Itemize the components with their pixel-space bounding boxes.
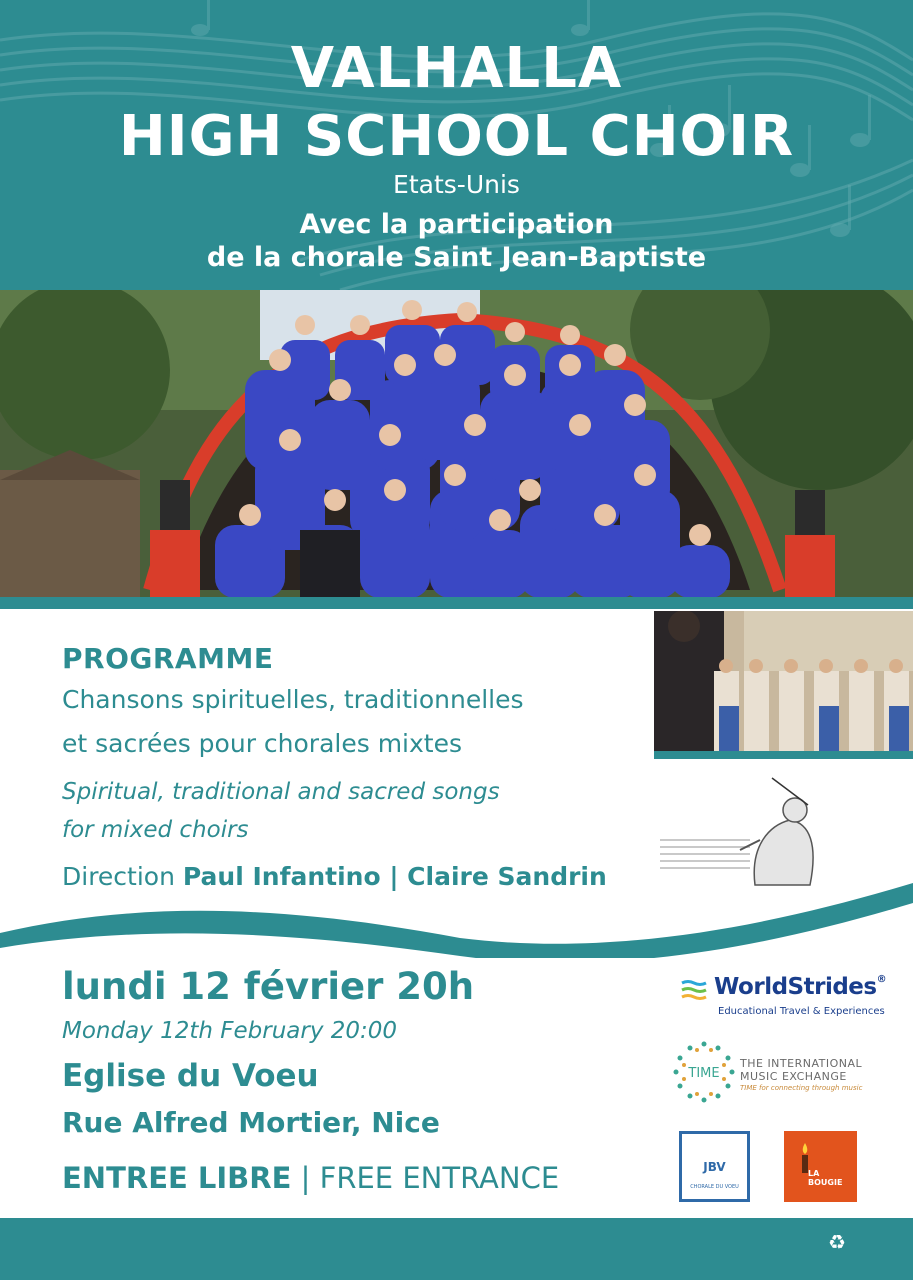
footer-band [0,1218,913,1280]
wave-divider [0,878,913,958]
entry-separator: | [291,1161,320,1195]
entry-en: FREE ENTRANCE [319,1161,560,1195]
entry-info [62,1161,559,1195]
la-bougie-text: LA BOUGIE [808,1169,843,1187]
header-banner [0,0,913,290]
photo-divider-band [0,597,913,609]
programme-fr-line2: et sacrées pour chorales mixtes [62,729,462,758]
country-label: Etats-Unis [393,170,520,199]
participation-line2: de la chorale Saint Jean-Baptiste [206,242,707,273]
programme-fr-line1: Chansons spirituelles, traditionnelles [62,685,524,714]
time-name-line1: THE INTERNATIONAL [740,1057,863,1070]
entry-fr: ENTREE LIBRE [62,1161,292,1195]
event-date-fr: lundi 12 février 20h [62,965,475,1008]
worldstrides-tagline: Educational Travel & Experiences [718,1006,885,1017]
conductor-illustration [660,775,820,890]
svg-text:TIME: TIME [688,1066,720,1081]
worldstrides-name: WorldStrides® [714,974,887,1000]
time-name-line2: MUSIC EXCHANGE [740,1070,847,1083]
worldstrides-icon [680,978,708,1002]
direction-label: Direction [62,862,175,891]
programme-en-line1: Spiritual, traditional and sacred songs [62,779,500,805]
recycle-icon: ♻ [828,1230,846,1254]
choir-title-line1: VALHALLA [290,36,623,101]
programme-en-line2: for mixed choirs [62,817,249,843]
choir-photo [0,290,913,598]
rehearsal-photo-bar [654,751,913,759]
programme-heading: PROGRAMME [62,642,274,675]
event-venue: Eglise du Voeu [62,1058,319,1094]
direction-names: Paul Infantino | Claire Sandrin [182,862,607,891]
la-bougie-logo [784,1131,857,1202]
rehearsal-photo [654,611,913,751]
worldstrides-logo [680,972,887,1022]
choir-title-line2: HIGH SCHOOL CHOIR [118,104,795,169]
time-ring-icon [672,1040,736,1104]
time-tagline: TIME for connecting through music [740,1084,863,1092]
jbv-logo-text: JBV [703,1160,726,1174]
time-logo [672,1040,872,1110]
jbv-logo-sub: CHORALE DU VOEU [690,1184,739,1190]
participation-line1: Avec la participation [299,209,614,240]
event-date-en: Monday 12th February 20:00 [62,1018,398,1044]
event-address: Rue Alfred Mortier, Nice [62,1106,440,1139]
jbv-choir-logo [679,1131,750,1202]
